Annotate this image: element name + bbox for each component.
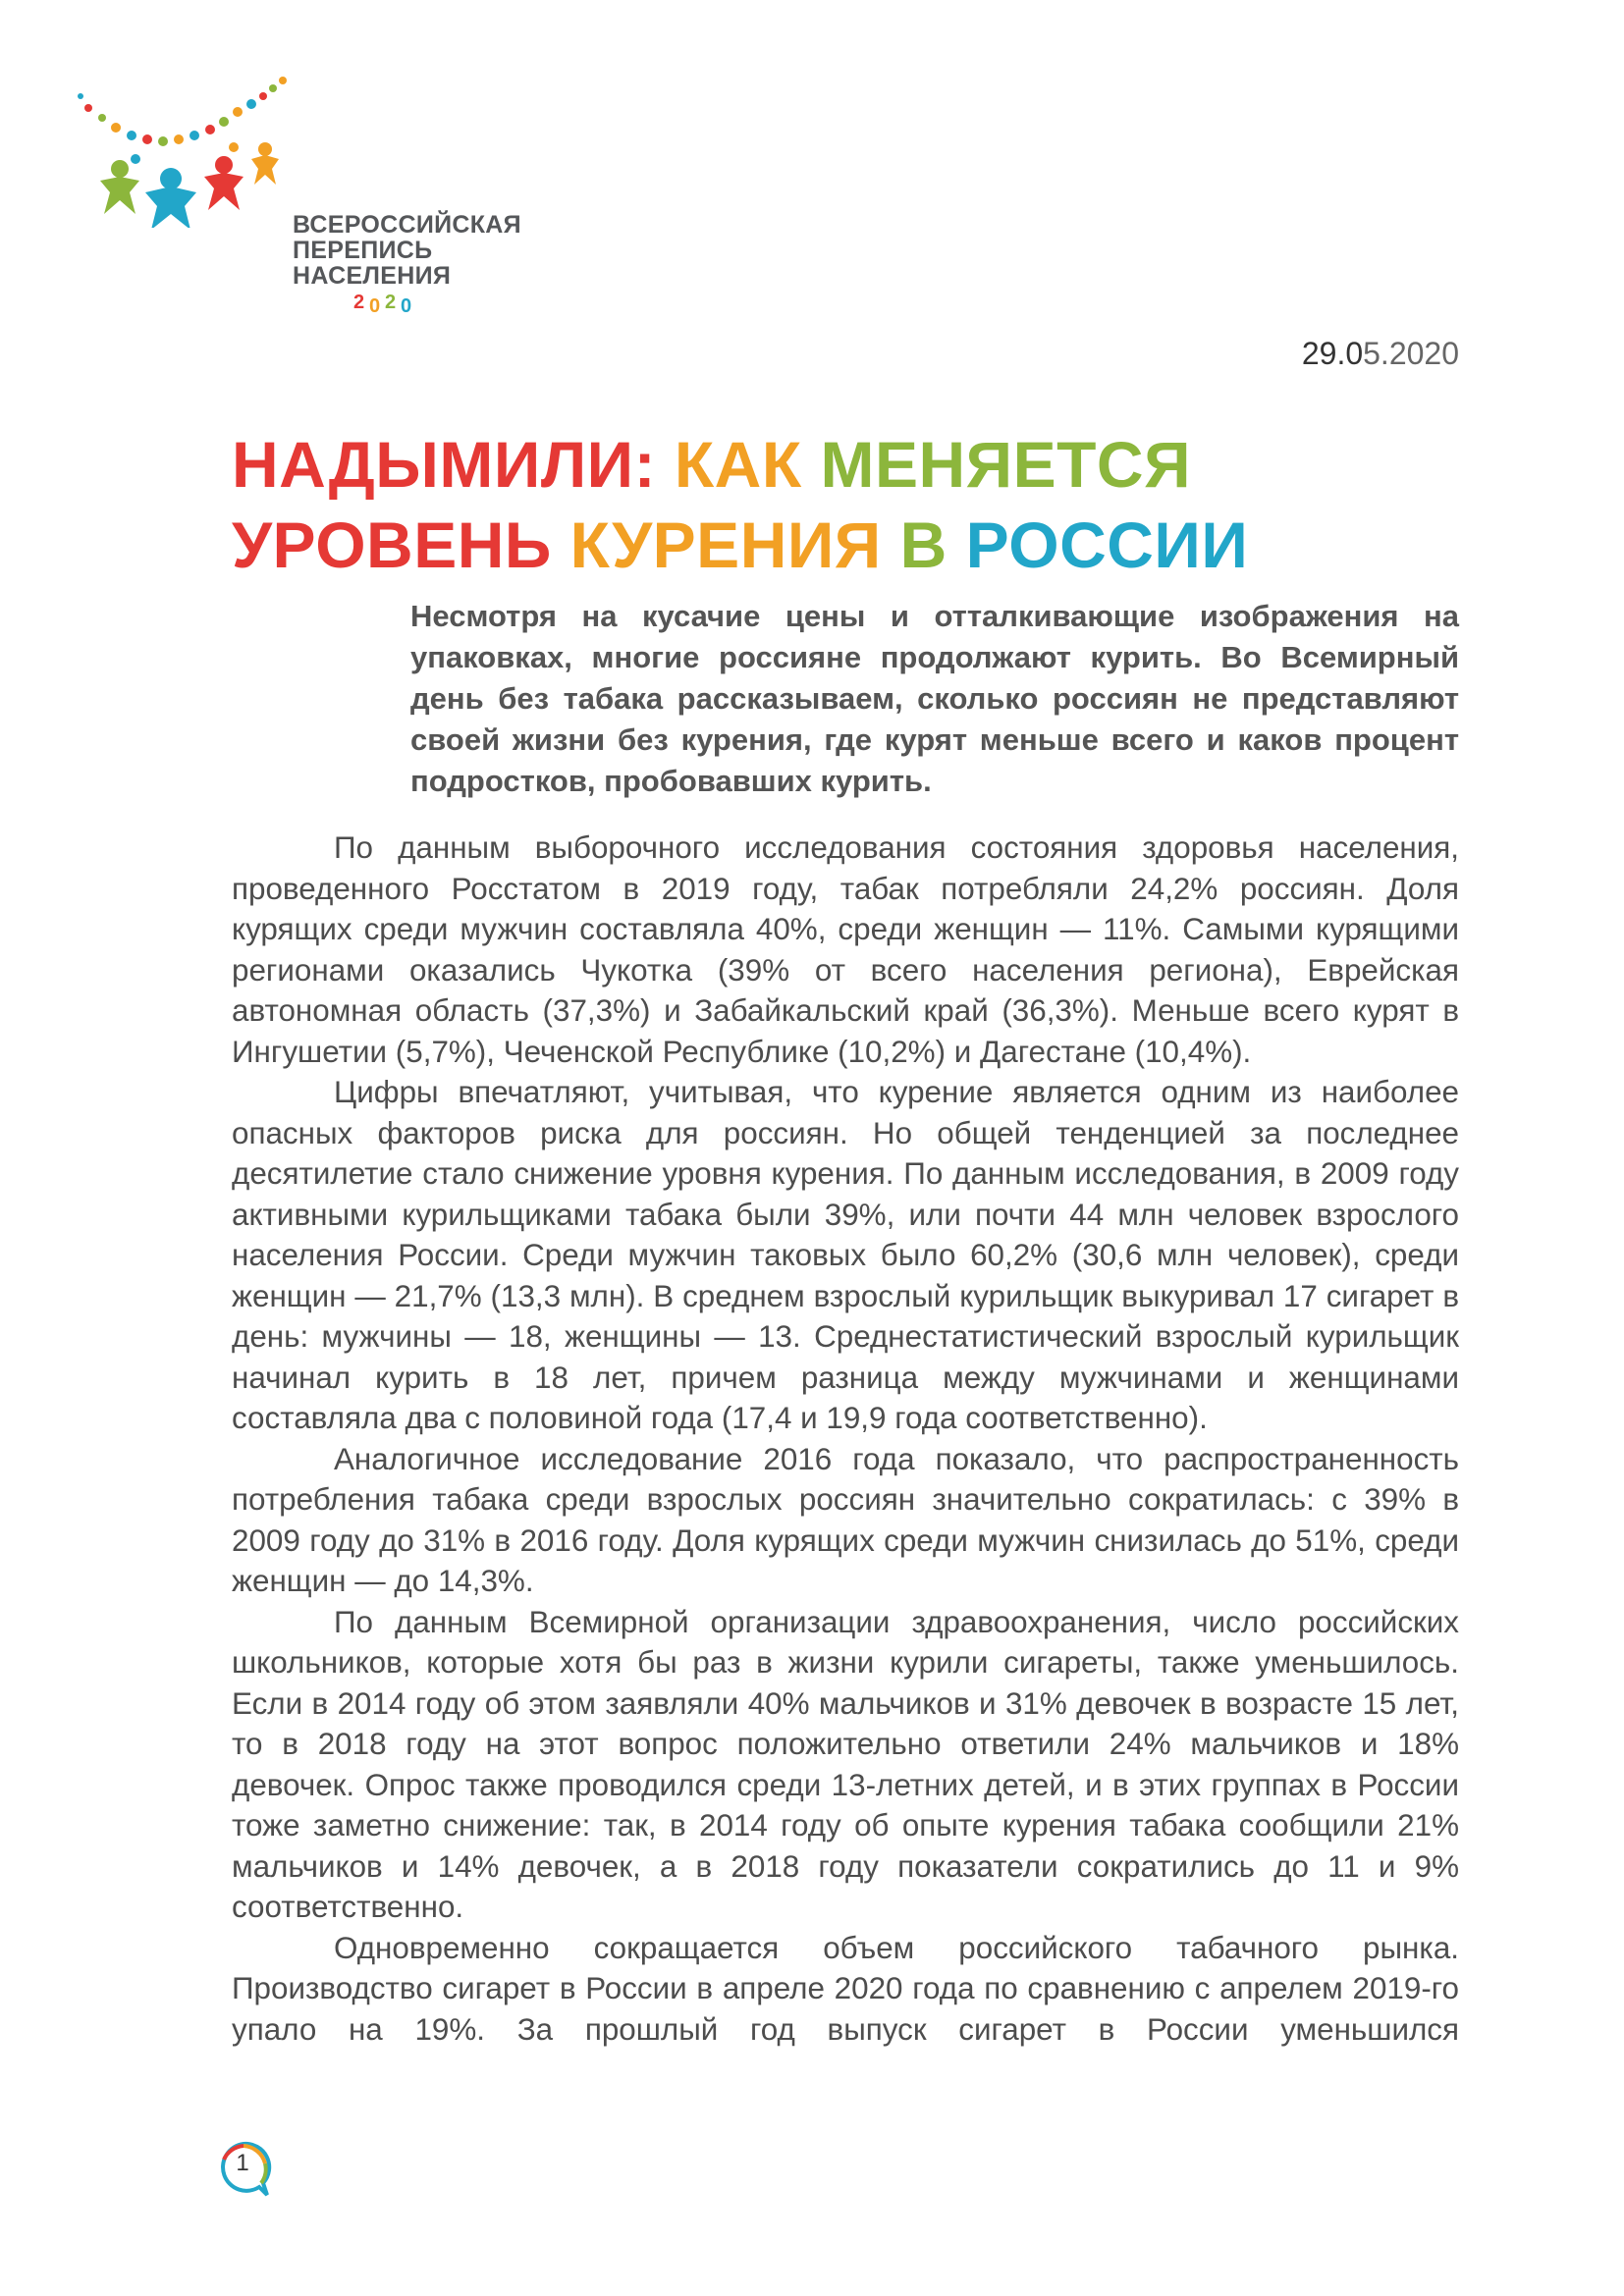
body-paragraph: По данным выборочного исследования состояния здоровья населения, проведенного Росстатом в 2019 году, табак потребляли 24,2% россиян. Доля курящих среди мужчин составляла 40%, среди женщин — 11%. Самыми курящими регионами оказались Чукотка (39% от всего населения региона), Еврейская автономная область (37,3%) и Забайкальский край (36,3%). Меньше всего курят в Ингушетии (5,7%), Чеченской Республике (10,2%) и Дагестане (10,4%).: [232, 830, 1459, 1069]
logo-text-line-3: НАСЕЛЕНИЯ: [293, 262, 452, 290]
date-main: 29.0: [1301, 336, 1364, 371]
title-line-1: [232, 424, 1248, 505]
svg-text:2: 2: [353, 292, 365, 313]
title-word: РОССИИ: [965, 508, 1249, 581]
title-line-2: [232, 505, 1248, 585]
svg-text:0: 0: [401, 295, 412, 314]
census-logo: [77, 71, 521, 326]
svg-text:0: 0: [369, 295, 381, 314]
body-paragraph: По данным Всемирной организации здравоохранения, число российских школьников, которые хотя бы раз в жизни курили сигареты, также уменьшилось. Если в 2014 году об этом заявляли 40% мальчиков и 31% девочек в возрасте 15 лет, то в 2018 году на этот вопрос положительно ответили 24% мальчиков и 18% девочек. Опрос также проводился среди 13-летних детей, и в этих группах в России тоже заметно снижение: так, в 2014 году об опыте курения табака сообщили 21% мальчиков и 14% девочек, а в 2018 году показатели сократились до 11 и 9% соответственно.: [232, 1604, 1459, 1924]
census-logo-icon: [77, 71, 293, 228]
title-word: КУРЕНИЯ: [569, 508, 900, 581]
title-word: МЕНЯЕТСЯ: [820, 428, 1192, 501]
title-word: НАДЫМИЛИ:: [232, 428, 675, 501]
page-number: 1: [236, 2150, 249, 2176]
publication-date: [1302, 336, 1459, 372]
logo-text-line-1: ВСЕРОССИЙСКАЯ: [293, 211, 521, 239]
body-paragraph: Аналогичное исследование 2016 года показало, что распространенность потребления табака среди взрослых россиян значительно сократилась: с 39% в 2009 году до 31% в 2016 году. Доля курящих среди мужчин снизилась до 51%, среди женщин — до 14,3%.: [232, 1441, 1459, 1598]
svg-text:2: 2: [385, 292, 397, 313]
title-word: В: [899, 508, 966, 581]
page-title: [232, 424, 1248, 585]
body-paragraph: Одновременно сокращается объем российского табачного рынка. Производство сигарет в России в апреле 2020 года по сравнению с апрелем 2019-го упало на 19%. За прошлый год выпуск сигарет в России уменьшился: [232, 1930, 1459, 2047]
logo-year-dots-icon: [353, 289, 432, 314]
title-word: УРОВЕНЬ: [232, 508, 570, 581]
logo-text-line-2: ПЕРЕПИСЬ: [293, 237, 433, 264]
article-body: [232, 828, 1459, 2050]
body-paragraph: Цифры впечатляют, учитывая, что курение является одним из наиболее опасных факторов риска для россиян. Но общей тенденцией за последнее десятилетие стало снижение уровня курения. По данным исследования, в 2009 году активными курильщиками табака были 39%, или почти 44 млн человек взрослого населения России. Среди мужчин таковых было 60,2% (30,6 млн человек), среди женщин — 21,7% (13,3 млн). В среднем взрослый курильщик выкуривал 17 сигарет в день: мужчины — 18, женщины — 13. Среднестатистический взрослый курильщик начинал курить в 18 лет, причем разница между мужчинами и женщинами составляла два с половиной года (17,4 и 19,9 года соответственно).: [232, 1075, 1459, 1435]
title-word: КАК: [674, 428, 821, 501]
date-rest: 5.2020: [1363, 336, 1459, 371]
lead-paragraph: Несмотря на кусачие цены и отталкивающие изображения на упаковках, многие россияне продолжают курить. Во Всемирный день без табака рассказываем, сколько россиян не представляют своей жизни без курения, где курят меньше всего и каков процент подростков, пробовавших курить.: [410, 599, 1459, 798]
